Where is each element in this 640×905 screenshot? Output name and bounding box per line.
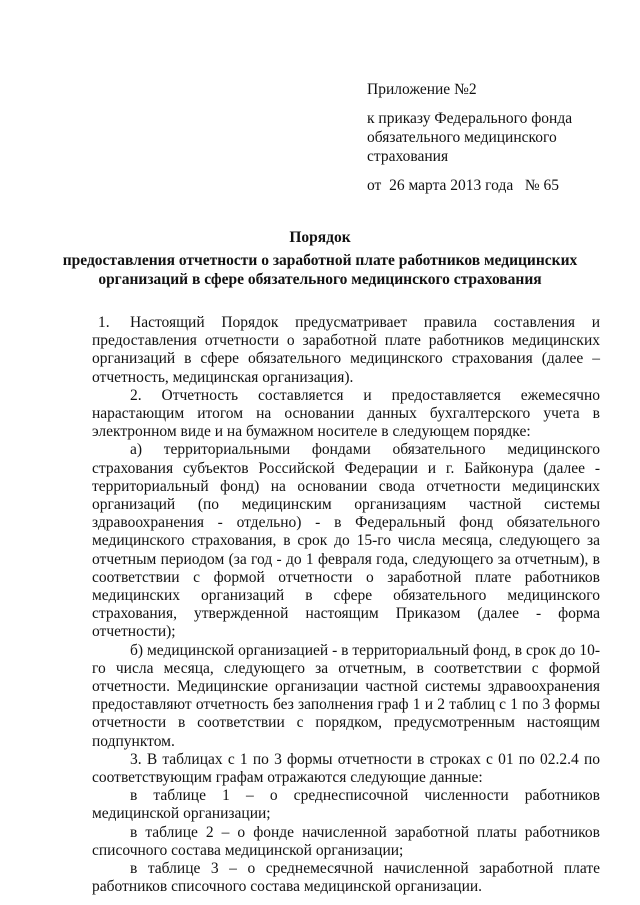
document-body [92, 314, 600, 897]
appendix-line-1: к приказу Федерального фонда [367, 110, 573, 127]
paragraph-3-table-2: в таблице 2 – о фонде начисленной заработной платы работников списочного состава медицинской организации; [92, 823, 600, 859]
heading-subtitle-line-2: организаций в сфере обязательного медицинского страхования [98, 271, 542, 288]
appendix-title: Приложение №2 [367, 81, 477, 98]
appendix-line-3: страхования [367, 148, 449, 165]
heading-subtitle-line-1: предоставления отчетности о заработной плате работников медицинских [62, 252, 578, 269]
paragraph-3: 3. В таблицах с 1 по 3 формы отчетности в строках с 01 по 02.2.4 по соответствующим графам отражаются следующие данные: [92, 750, 600, 787]
appendix-line-2: обязательного медицинского [367, 129, 557, 146]
heading-title: Порядок [289, 229, 351, 246]
paragraph-1 [92, 314, 600, 387]
paragraph-3-table-1: в таблице 1 – о среднесписочной численности работников медицинской организации; [92, 787, 600, 823]
paragraph-3-table-3: в таблице 3 – о среднемесячной начисленной заработной плате работников списочного состава медицинской организации. [92, 860, 600, 896]
paragraph-2a: а) территориальными фондами обязательного медицинского страхования субъектов Российской Федерации и г. Байконура (далее - территориальный фонд) на основании свода отчетности медицинских организаций (по медицинским организациям частной системы здравоохранения - отдельно) - в Федеральный фонд обязательного медицинского страхования, в срок до 15-го числа месяца, следующего за отчетным периодом (за год - до 1 февраля года, следующего за отчетным), в соответствии с формой отчетности о заработной плате работников медицинских организаций в сфере обязательного медицинского страхования, утвержденной настоящим Приказом (далее - форма отчетности); [92, 441, 600, 641]
paragraph-1-number: 1. [98, 314, 110, 331]
document-heading [40, 228, 600, 289]
appendix-date-line: от 26 марта 2013 года № 65 [367, 177, 559, 194]
paragraph-1-text: Настоящий Порядок предусматривает правила составления и предоставления отчетности о заработной плате работников медицинских организаций в сфере обязательного медицинского страхования (далее – отчетность, медицинская организация). [92, 314, 600, 386]
appendix-block [367, 80, 617, 195]
paragraph-2: 2. Отчетность составляется и предоставляется ежемесячно нарастающим итогом на основании данных бухгалтерского учета в электронном виде и на бумажном носителе в следующем порядке: [92, 386, 600, 441]
paragraph-2b: б) медицинской организацией - в территориальный фонд, в срок до 10-го числа месяца, следующего за отчетным, в соответствии с формой отчетности. Медицинские организации частной системы здравоохранения предоставляют отчетность без заполнения граф 1 и 2 таблиц с 1 по 3 формы отчетности в соответствии с порядком, предусмотренным настоящим подпунктом. [92, 641, 600, 750]
